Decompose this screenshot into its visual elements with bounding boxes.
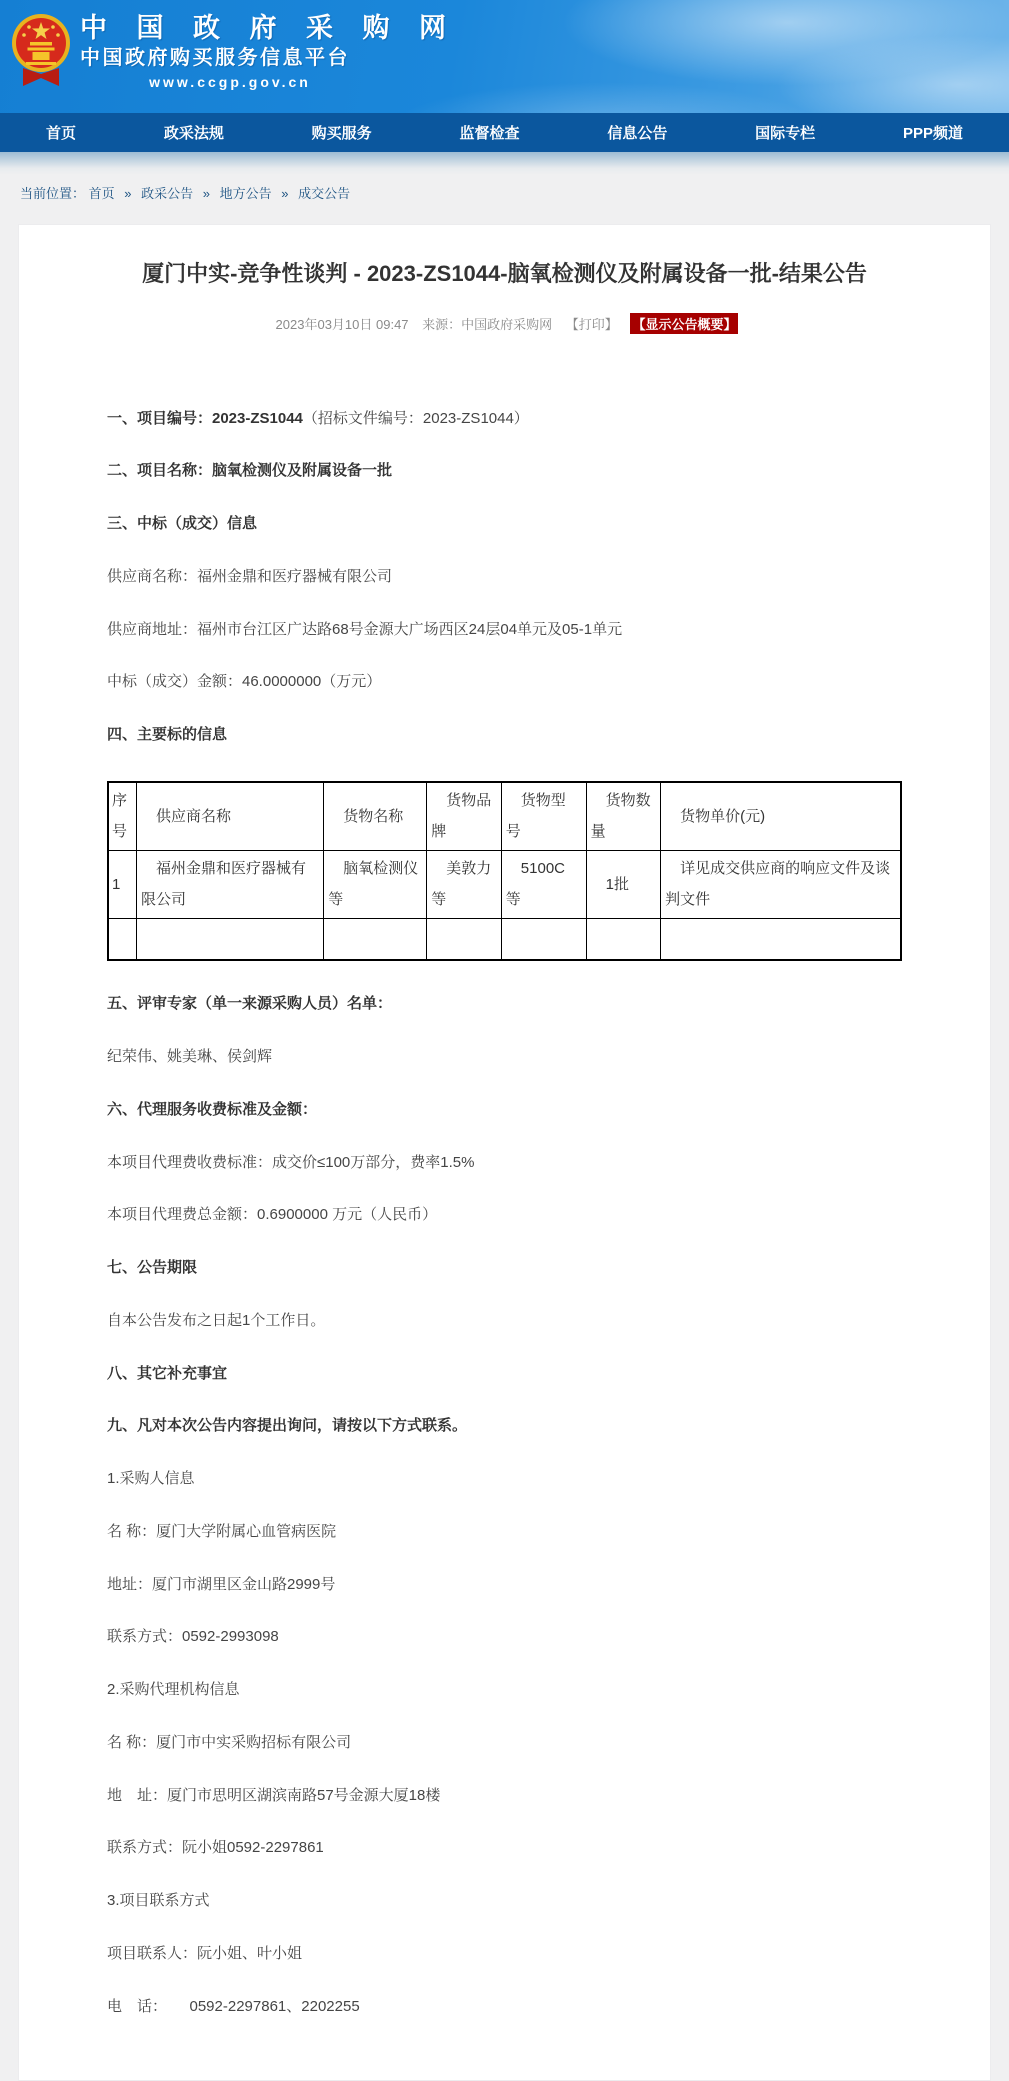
nav-item-international[interactable]: 国际专栏	[755, 125, 816, 142]
table-header-cell: 货物单价(元)	[661, 782, 901, 851]
nav-item-supervision[interactable]: 监督检查	[459, 125, 520, 142]
nav-item-purchase-services[interactable]: 购买服务	[311, 125, 372, 142]
table-row-empty	[108, 918, 901, 960]
paragraph-supplier-address: 供应商地址：福州市台江区广达路68号金源大广场西区24层04单元及05-1单元	[107, 620, 623, 638]
paragraph-agency-fee-total: 本项目代理费总金额：0.6900000 万元（人民币）	[107, 1206, 438, 1224]
table-header-cell: 供应商名称	[137, 782, 324, 851]
paragraph-agency-contact: 联系方式：阮小姐0592-2297861	[107, 1839, 324, 1857]
site-url: www.ccgp.gov.cn	[149, 73, 311, 90]
paragraph-main-items-heading: 四、主要标的信息	[107, 726, 228, 744]
paragraph-announcement-period-heading: 七、公告期限	[107, 1259, 198, 1277]
table-cell: 详见成交供应商的响应文件及谈判文件	[661, 850, 901, 918]
breadcrumb-link-procurement-announcements[interactable]: 政采公告	[141, 186, 194, 201]
table-cell	[137, 918, 324, 960]
nav-item-home[interactable]: 首页	[46, 125, 77, 142]
table-cell	[501, 918, 586, 960]
table-cell	[661, 918, 901, 960]
table-cell: 1批	[586, 850, 661, 918]
breadcrumb-prefix: 当前位置：	[20, 186, 86, 201]
paragraph-agency-address: 地 址：厦门市思明区湖滨南路57号金源大厦18楼	[107, 1786, 441, 1804]
table-header-cell: 货物数量	[586, 782, 661, 851]
paragraph-agency-fee-standard: 本项目代理费收费标准：成交价≤100万部分，费率1.5%	[107, 1153, 475, 1171]
site-title: 中 国 政 府 采 购 网	[80, 13, 458, 43]
table-header-cell: 货物品牌	[427, 782, 502, 851]
table-header-cell: 货物型号	[501, 782, 586, 851]
header-banner	[0, 0, 1009, 113]
paragraph-project-number: 一、项目编号：2023-ZS1044（招标文件编号：2023-ZS1044）	[107, 409, 529, 427]
article-meta	[19, 313, 990, 334]
paragraph-purchaser-name: 名 称：厦门大学附属心血管病医院	[107, 1522, 337, 1540]
breadcrumb-link-local-announcements[interactable]: 地方公告	[219, 186, 272, 201]
content-panel	[18, 224, 991, 2081]
breadcrumb-link-award-announcements[interactable]: 成交公告	[298, 186, 351, 201]
table-cell: 美敦力等	[427, 850, 502, 918]
article-body	[19, 334, 990, 2017]
site-subtitle: 中国政府购买服务信息平台	[80, 46, 350, 69]
table-cell: 5100C等	[501, 850, 586, 918]
nav-fade-divider	[0, 152, 1009, 175]
table-cell	[427, 918, 502, 960]
nav-item-announcements[interactable]: 信息公告	[607, 125, 668, 142]
paragraph-project-contact-person: 项目联系人：阮小姐、叶小姐	[107, 1944, 303, 1962]
table-header-cell: 序号	[108, 782, 137, 851]
breadcrumb-separator: »	[124, 186, 132, 201]
paragraph-award-amount: 中标（成交）金额：46.0000000（万元）	[107, 673, 382, 691]
paragraph-experts-list: 纪荣伟、姚美琳、侯剑辉	[107, 1048, 273, 1066]
page-title: 厦门中实-竞争性谈判 - 2023-ZS1044-脑氧检测仪及附属设备一批-结果公告	[142, 261, 867, 286]
paragraph-agency-fee-heading: 六、代理服务收费标准及金额：	[107, 1100, 318, 1118]
paragraph-purchaser-contact: 联系方式：0592-2993098	[107, 1628, 279, 1646]
paragraph-project-contact-phone: 电 话： 0592-2297861、2202255	[107, 1997, 360, 2015]
paragraph-agency-name: 名 称：厦门市中实采购招标有限公司	[107, 1733, 352, 1751]
table-cell	[324, 918, 427, 960]
paragraph-announcement-period: 自本公告发布之日起1个工作日。	[107, 1311, 326, 1329]
site-logo[interactable]	[11, 12, 71, 96]
print-button[interactable]: 【打印】	[565, 316, 618, 332]
paragraph-contact-heading: 九、凡对本次公告内容提出询问，请按以下方式联系。	[107, 1417, 468, 1435]
table-header-row	[108, 782, 901, 851]
paragraph-purchaser-info-heading: 1.采购人信息	[107, 1470, 195, 1488]
article-source: 来源：中国政府采购网	[422, 316, 553, 332]
paragraph-supplier-name: 供应商名称：福州金鼎和医疗器械有限公司	[107, 567, 393, 585]
publish-datetime: 2023年03月10日 09:47	[275, 316, 409, 332]
paragraph-experts-heading: 五、评审专家（单一来源采购人员）名单：	[107, 995, 393, 1013]
table-cell: 福州金鼎和医疗器械有限公司	[137, 850, 324, 918]
table-cell: 1	[108, 850, 137, 918]
breadcrumb-separator: »	[202, 186, 211, 201]
paragraph-agency-info-heading: 2.采购代理机构信息	[107, 1681, 240, 1699]
paragraph-project-name: 二、项目名称：脑氧检测仪及附属设备一批	[107, 462, 393, 480]
table-cell: 脑氧检测仪等	[324, 850, 427, 918]
breadcrumb	[0, 175, 1009, 208]
show-summary-badge[interactable]: 【显示公告概要】	[630, 313, 738, 334]
breadcrumb-link-home[interactable]: 首页	[88, 186, 115, 201]
paragraph-other-matters-heading: 八、其它补充事宜	[107, 1364, 228, 1382]
nav-item-policies[interactable]: 政采法规	[163, 125, 224, 142]
table-header-cell: 货物名称	[324, 782, 427, 851]
paragraph-award-info-heading: 三、中标（成交）信息	[107, 515, 258, 533]
paragraph-project-contact-heading: 3.项目联系方式	[107, 1892, 210, 1910]
table-row	[108, 850, 901, 918]
nav-item-ppp[interactable]: PPP频道	[902, 125, 963, 142]
main-nav	[0, 113, 1009, 152]
breadcrumb-separator: »	[281, 186, 289, 201]
national-emblem-icon	[11, 12, 71, 96]
bid-items-table	[107, 781, 902, 962]
table-cell	[108, 918, 137, 960]
paragraph-purchaser-address: 地址：厦门市湖里区金山路2999号	[107, 1575, 336, 1593]
table-cell	[586, 918, 661, 960]
